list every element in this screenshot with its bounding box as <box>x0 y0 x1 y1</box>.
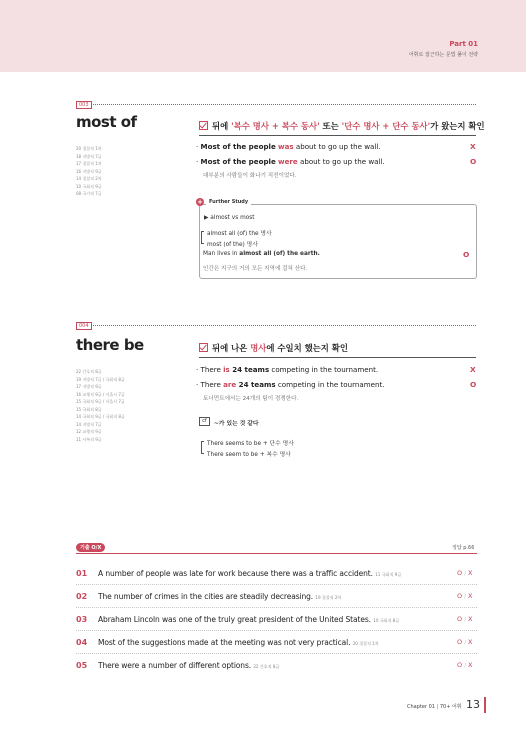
cf-item: There seems to be + 단수 명사 <box>207 441 294 447</box>
rule-heading: 뒤에 '복수 명사 + 복수 동사' 또는 '단수 명사 + 단수 동사'가 왔는지 확인 <box>199 120 485 132</box>
quiz-sentence: There were a number of different options. 22 간호직 8급 <box>98 661 280 670</box>
exam-source: 14 경찰직 2차 <box>76 176 102 181</box>
plus-icon: + <box>197 198 203 206</box>
quiz-sentence: Abraham Lincoln was one of the truly great president of the United States. 10 국회직 8급 <box>98 615 400 624</box>
footer-chapter: Chapter 01 | 70+ 어휘 <box>407 704 462 710</box>
exam-source: 14 지방직 7급 <box>76 421 102 427</box>
further-example: Man lives in almost all (of) the earth. <box>203 251 320 257</box>
example-sentence: · Most of the people was about to go up the wall. <box>196 142 381 151</box>
ox-choice[interactable]: O / X <box>457 661 473 669</box>
correct-mark: O <box>463 250 470 259</box>
headword: there be <box>76 336 144 354</box>
exam-source: 17 경찰직 1차 <box>76 161 102 166</box>
translation: 대부분의 사람들이 화나기 직전이었다. <box>203 173 297 179</box>
quiz-number: 02 <box>76 592 88 601</box>
quiz-tag: 기출 O/X <box>76 543 105 552</box>
cf-item: There seem to be + 복수 명사 <box>207 452 291 458</box>
section-divider <box>93 104 476 105</box>
example-sentence: · Most of the people were about to go up the wall. <box>196 157 385 166</box>
exam-source-list <box>76 368 125 443</box>
exam-source: 16 교행직 9급 / 서울시 7급 <box>76 391 125 397</box>
headword: most of <box>76 113 137 131</box>
section-number: 003 <box>76 101 92 109</box>
quiz-sentence: A number of people was late for work because there was a traffic accident. 11 국회직 9급 <box>98 569 402 578</box>
row-divider <box>76 607 477 608</box>
page-number: 13 <box>466 698 480 711</box>
exam-source: 19 지방직 7급 / 국회직 8급 <box>76 376 125 382</box>
translation: 인간은 지구의 거의 모든 지역에 걸쳐 산다. <box>203 266 308 272</box>
ox-choice[interactable]: O / X <box>457 638 473 646</box>
exam-source: 10 국회직 9급 <box>76 183 102 189</box>
part-label: Part 01 <box>449 40 478 48</box>
exam-source: 20 경찰직 1차 <box>76 146 102 151</box>
quiz-sentence: Most of the suggestions made at the meeting was not very practical. 20 경찰직 1차 <box>98 638 379 647</box>
incorrect-mark: X <box>470 142 476 151</box>
page-header-band <box>0 0 526 72</box>
ox-choice[interactable]: O / X <box>457 569 473 577</box>
row-divider <box>76 584 477 585</box>
part-subtitle: 어휘로 접근하는 문법 풀이 전략 <box>408 52 478 58</box>
checkbox-icon <box>199 343 208 352</box>
incorrect-mark: X <box>470 365 476 374</box>
rule-underline <box>199 135 476 136</box>
further-study-title: ▶ almost vs most <box>204 215 255 221</box>
row-divider <box>76 630 477 631</box>
example-sentence: · There are 24 teams competing in the tournament. <box>196 380 385 389</box>
rule-underline <box>199 357 476 358</box>
correct-mark: O <box>470 157 477 166</box>
correct-mark: O <box>470 380 477 389</box>
quiz-number: 03 <box>76 615 88 624</box>
exam-source: 12 교행직 9급 <box>76 429 102 434</box>
exam-source: 18 지방직 7급 <box>76 153 102 159</box>
exam-source: 22 간호직 8급 <box>76 369 102 374</box>
footer-accent-bar <box>484 697 486 713</box>
section-number: 004 <box>76 322 92 330</box>
exam-source: 15 국회직 8급 <box>76 406 102 412</box>
ox-choice[interactable]: O / X <box>457 615 473 623</box>
ox-choice[interactable]: O / X <box>457 592 473 600</box>
rule-heading: 뒤에 나온 명사에 수일치 했는지 확인 <box>199 342 348 354</box>
exam-source: 17 지방직 9급 <box>76 384 102 389</box>
answer-reference: 정답 p.66 <box>452 545 475 551</box>
exam-source: 16 지방직 9급 <box>76 168 102 174</box>
quiz-number: 01 <box>76 569 88 578</box>
checkbox-icon <box>199 121 208 130</box>
quiz-divider <box>76 553 477 554</box>
further-study-label: Further Study <box>206 199 251 205</box>
quiz-number: 04 <box>76 638 88 647</box>
comparison-item: almost all (of) the 명사 <box>207 231 272 237</box>
quiz-number: 05 <box>76 661 88 670</box>
row-divider <box>76 653 477 654</box>
exam-source: 11 사복직 9급 <box>76 436 102 442</box>
bracket <box>201 441 204 454</box>
cf-icon: cf <box>199 417 210 426</box>
bracket <box>201 231 204 244</box>
example-sentence: · There is 24 teams competing in the tournament. <box>196 365 379 374</box>
exam-source: 15 국회직 9급 / 서울시 7급 <box>76 399 125 404</box>
quiz-sentence: The number of crimes in the cities are steadily decreasing. 19 경찰직 2차 <box>98 592 342 601</box>
exam-source-list <box>76 145 102 198</box>
comparison-item: most (of the) 명사 <box>207 242 258 248</box>
section-divider <box>93 325 476 326</box>
cf-title: ~가 있는 것 같다 <box>214 421 259 427</box>
translation: 토너먼트에서는 24개의 팀이 경쟁한다. <box>203 396 299 402</box>
exam-source: 08 국가직 7급 <box>76 191 102 196</box>
exam-source: 14 국회직 9급 / 국회직 8급 <box>76 414 125 419</box>
